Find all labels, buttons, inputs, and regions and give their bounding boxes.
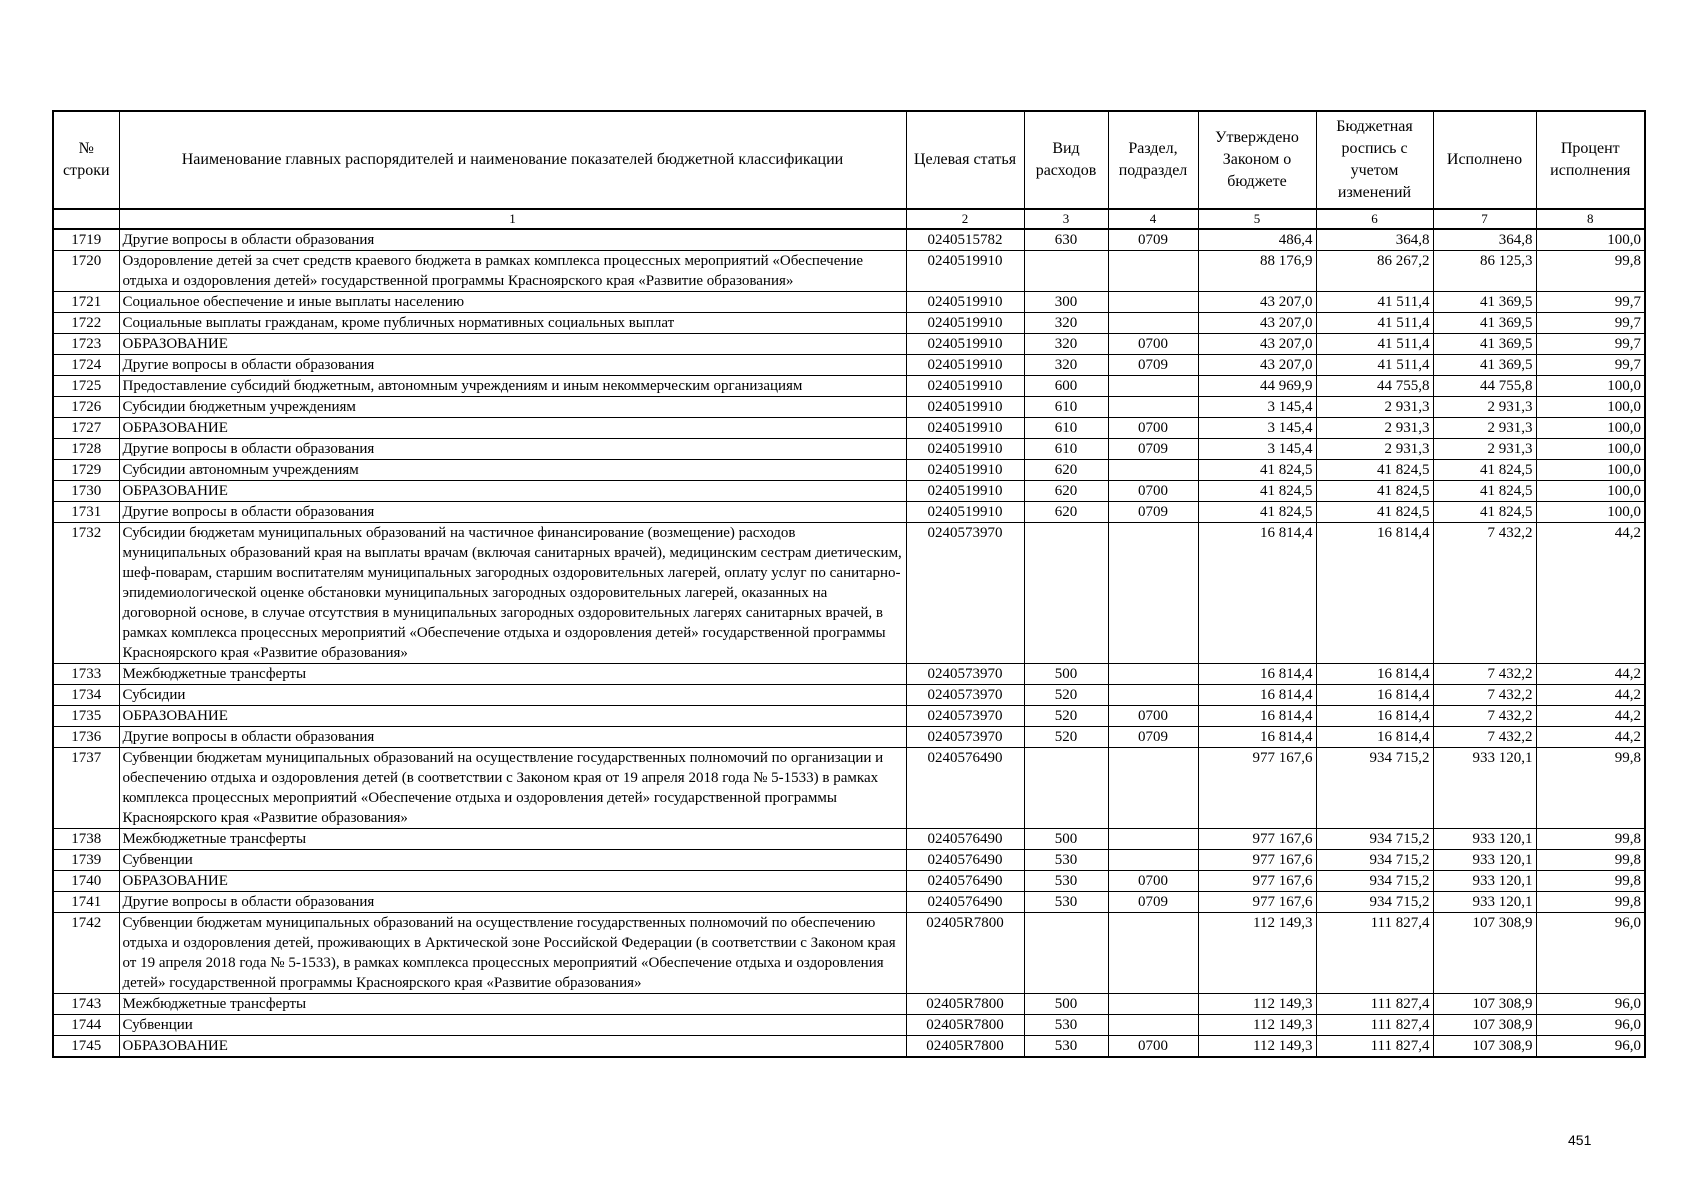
section-cell [1108, 850, 1198, 871]
budget-list-cell: 41 824,5 [1316, 502, 1433, 523]
section-cell [1108, 748, 1198, 829]
executed-cell: 933 120,1 [1433, 748, 1536, 829]
percent-cell: 44,2 [1536, 727, 1645, 748]
executed-cell: 44 755,8 [1433, 376, 1536, 397]
section-cell: 0700 [1108, 418, 1198, 439]
name-cell: Субсидии бюджетным учреждениям [119, 397, 906, 418]
approved-cell: 3 145,4 [1198, 439, 1316, 460]
budget-list-cell: 111 827,4 [1316, 1015, 1433, 1036]
expense-type-cell: 500 [1024, 664, 1108, 685]
percent-cell: 100,0 [1536, 502, 1645, 523]
row-number-cell: 1730 [53, 481, 119, 502]
section-cell [1108, 397, 1198, 418]
name-cell: ОБРАЗОВАНИЕ [119, 481, 906, 502]
table-row [53, 850, 1645, 871]
percent-cell: 100,0 [1536, 418, 1645, 439]
row-number-cell: 1732 [53, 523, 119, 664]
expense-type-cell: 320 [1024, 355, 1108, 376]
row-number-cell: 1722 [53, 313, 119, 334]
expense-type-cell: 610 [1024, 439, 1108, 460]
table-row [53, 685, 1645, 706]
expense-type-cell: 530 [1024, 1036, 1108, 1058]
expense-type-cell: 520 [1024, 706, 1108, 727]
expense-type-cell [1024, 748, 1108, 829]
column-number: 5 [1198, 209, 1316, 229]
approved-cell: 112 149,3 [1198, 994, 1316, 1015]
expense-type-cell: 530 [1024, 892, 1108, 913]
section-cell [1108, 829, 1198, 850]
name-cell: Субвенции бюджетам муниципальных образований на осуществление государственных полномочий по обеспечению отдыха и оздоровления детей, проживающих в Арктической зоне Российской Федерации (в соответствии с Законом края от 19 апреля 2018 года № 5-1533), в рамках комплекса процессных мероприятий «Обеспечение отдыха и оздоровления детей» государственной программы Красноярского края «Развитие образования» [119, 913, 906, 994]
table-row [53, 229, 1645, 251]
name-cell: ОБРАЗОВАНИЕ [119, 871, 906, 892]
target-article-cell: 02405R7800 [906, 913, 1024, 994]
executed-cell: 41 369,5 [1433, 313, 1536, 334]
target-article-cell: 02405R7800 [906, 1036, 1024, 1058]
table-row [53, 376, 1645, 397]
percent-cell: 96,0 [1536, 1015, 1645, 1036]
expense-type-cell: 620 [1024, 481, 1108, 502]
executed-cell: 107 308,9 [1433, 913, 1536, 994]
column-number: 1 [119, 209, 906, 229]
target-article-cell: 0240519910 [906, 439, 1024, 460]
name-cell: Другие вопросы в области образования [119, 502, 906, 523]
budget-list-cell: 2 931,3 [1316, 439, 1433, 460]
budget-list-cell: 934 715,2 [1316, 892, 1433, 913]
target-article-cell: 0240519910 [906, 313, 1024, 334]
budget-list-cell: 111 827,4 [1316, 994, 1433, 1015]
budget-list-cell: 2 931,3 [1316, 418, 1433, 439]
name-cell: Социальные выплаты гражданам, кроме публичных нормативных социальных выплат [119, 313, 906, 334]
budget-list-cell: 16 814,4 [1316, 523, 1433, 664]
budget-list-cell: 16 814,4 [1316, 685, 1433, 706]
executed-cell: 41 824,5 [1433, 460, 1536, 481]
target-article-cell: 0240573970 [906, 523, 1024, 664]
target-article-cell: 0240519910 [906, 502, 1024, 523]
percent-cell: 99,8 [1536, 251, 1645, 292]
name-cell: ОБРАЗОВАНИЕ [119, 334, 906, 355]
percent-cell: 100,0 [1536, 397, 1645, 418]
header-name: Наименование главных распорядителей и наименование показателей бюджетной классификации [119, 111, 906, 209]
table-row [53, 994, 1645, 1015]
header-expense-type: Вид расходов [1024, 111, 1108, 209]
row-number-cell: 1731 [53, 502, 119, 523]
name-cell: Межбюджетные трансферты [119, 829, 906, 850]
expense-type-cell [1024, 523, 1108, 664]
target-article-cell: 0240515782 [906, 229, 1024, 251]
row-number-cell: 1745 [53, 1036, 119, 1058]
table-row [53, 292, 1645, 313]
executed-cell: 7 432,2 [1433, 664, 1536, 685]
executed-cell: 7 432,2 [1433, 727, 1536, 748]
column-number: 6 [1316, 209, 1433, 229]
section-cell: 0700 [1108, 871, 1198, 892]
row-number-cell: 1738 [53, 829, 119, 850]
table-header-row [53, 111, 1645, 209]
budget-list-cell: 41 511,4 [1316, 334, 1433, 355]
executed-cell: 41 369,5 [1433, 334, 1536, 355]
approved-cell: 977 167,6 [1198, 850, 1316, 871]
target-article-cell: 0240519910 [906, 481, 1024, 502]
percent-cell: 99,7 [1536, 313, 1645, 334]
section-cell: 0709 [1108, 502, 1198, 523]
target-article-cell: 0240519910 [906, 397, 1024, 418]
executed-cell: 41 369,5 [1433, 292, 1536, 313]
name-cell: Другие вопросы в области образования [119, 892, 906, 913]
section-cell: 0700 [1108, 334, 1198, 355]
budget-list-cell: 111 827,4 [1316, 1036, 1433, 1058]
executed-cell: 7 432,2 [1433, 706, 1536, 727]
budget-list-cell: 934 715,2 [1316, 850, 1433, 871]
table-row [53, 706, 1645, 727]
target-article-cell: 0240573970 [906, 664, 1024, 685]
expense-type-cell: 610 [1024, 397, 1108, 418]
target-article-cell: 0240519910 [906, 292, 1024, 313]
column-number: 2 [906, 209, 1024, 229]
table-row [53, 664, 1645, 685]
target-article-cell: 02405R7800 [906, 1015, 1024, 1036]
expense-type-cell: 530 [1024, 871, 1108, 892]
executed-cell: 107 308,9 [1433, 994, 1536, 1015]
executed-cell: 933 120,1 [1433, 871, 1536, 892]
section-cell [1108, 913, 1198, 994]
target-article-cell: 0240519910 [906, 418, 1024, 439]
target-article-cell: 0240576490 [906, 892, 1024, 913]
percent-cell: 99,8 [1536, 850, 1645, 871]
budget-list-cell: 41 824,5 [1316, 481, 1433, 502]
table-row [53, 334, 1645, 355]
executed-cell: 107 308,9 [1433, 1015, 1536, 1036]
section-cell [1108, 251, 1198, 292]
target-article-cell: 0240576490 [906, 748, 1024, 829]
table-row [53, 913, 1645, 994]
executed-cell: 41 369,5 [1433, 355, 1536, 376]
executed-cell: 933 120,1 [1433, 850, 1536, 871]
percent-cell: 100,0 [1536, 439, 1645, 460]
table-row [53, 481, 1645, 502]
header-section: Раздел, подраздел [1108, 111, 1198, 209]
approved-cell: 112 149,3 [1198, 1036, 1316, 1058]
target-article-cell: 0240576490 [906, 829, 1024, 850]
section-cell: 0700 [1108, 1036, 1198, 1058]
target-article-cell: 0240519910 [906, 251, 1024, 292]
approved-cell: 44 969,9 [1198, 376, 1316, 397]
name-cell: Субсидии автономным учреждениям [119, 460, 906, 481]
budget-list-cell: 934 715,2 [1316, 748, 1433, 829]
target-article-cell: 0240576490 [906, 850, 1024, 871]
table-row [53, 355, 1645, 376]
section-cell: 0700 [1108, 706, 1198, 727]
approved-cell: 16 814,4 [1198, 727, 1316, 748]
target-article-cell: 0240519910 [906, 334, 1024, 355]
name-cell: Предоставление субсидий бюджетным, автономным учреждениям и иным некоммерческим организациям [119, 376, 906, 397]
name-cell: Оздоровление детей за счет средств краевого бюджета в рамках комплекса процессных мероприятий «Обеспечение отдыха и оздоровления детей» государственной программы Красноярского края «Развитие образования» [119, 251, 906, 292]
budget-list-cell: 2 931,3 [1316, 397, 1433, 418]
row-number-cell: 1720 [53, 251, 119, 292]
target-article-cell: 02405R7800 [906, 994, 1024, 1015]
section-cell: 0700 [1108, 481, 1198, 502]
name-cell: Субсидии [119, 685, 906, 706]
table-row [53, 251, 1645, 292]
table-row [53, 523, 1645, 664]
percent-cell: 99,8 [1536, 748, 1645, 829]
table-row [53, 727, 1645, 748]
approved-cell: 3 145,4 [1198, 397, 1316, 418]
target-article-cell: 0240519910 [906, 376, 1024, 397]
table-row [53, 418, 1645, 439]
expense-type-cell [1024, 251, 1108, 292]
executed-cell: 2 931,3 [1433, 397, 1536, 418]
section-cell [1108, 313, 1198, 334]
header-budget-list: Бюджетная роспись с учетом изменений [1316, 111, 1433, 209]
table-row [53, 1036, 1645, 1058]
approved-cell: 43 207,0 [1198, 355, 1316, 376]
row-number-cell: 1733 [53, 664, 119, 685]
approved-cell: 16 814,4 [1198, 685, 1316, 706]
section-cell [1108, 292, 1198, 313]
row-number-cell: 1744 [53, 1015, 119, 1036]
target-article-cell: 0240573970 [906, 685, 1024, 706]
expense-type-cell: 500 [1024, 829, 1108, 850]
budget-table [52, 110, 1646, 1058]
name-cell: Субсидии бюджетам муниципальных образований на частичное финансирование (возмещение) расходов муниципальных образований края на выплаты врачам (включая санитарных врачей), медицинским сестрам диетическим, шеф-поварам, старшим воспитателям муниципальных загородных оздоровительных лагерей, оплату услуг по санитарно-эпидемиологической оценке обстановки муниципальных загородных оздоровительных лагерей, оказанных на договорной основе, в случае отсутствия в муниципальных загородных оздоровительных лагерях санитарных врачей, в рамках комплекса процессных мероприятий «Обеспечение отдыха и оздоровления детей» государственной программы Красноярского края «Развитие образования» [119, 523, 906, 664]
target-article-cell: 0240519910 [906, 460, 1024, 481]
approved-cell: 977 167,6 [1198, 892, 1316, 913]
column-number-row [53, 209, 1645, 229]
expense-type-cell: 530 [1024, 850, 1108, 871]
header-row-number: № строки [53, 111, 119, 209]
row-number-cell: 1743 [53, 994, 119, 1015]
approved-cell: 3 145,4 [1198, 418, 1316, 439]
section-cell [1108, 664, 1198, 685]
approved-cell: 16 814,4 [1198, 706, 1316, 727]
column-number [53, 209, 119, 229]
expense-type-cell: 320 [1024, 313, 1108, 334]
executed-cell: 7 432,2 [1433, 685, 1536, 706]
row-number-cell: 1734 [53, 685, 119, 706]
section-cell [1108, 1015, 1198, 1036]
row-number-cell: 1721 [53, 292, 119, 313]
name-cell: ОБРАЗОВАНИЕ [119, 418, 906, 439]
row-number-cell: 1737 [53, 748, 119, 829]
percent-cell: 99,7 [1536, 355, 1645, 376]
budget-list-cell: 16 814,4 [1316, 706, 1433, 727]
section-cell [1108, 376, 1198, 397]
name-cell: Субвенции бюджетам муниципальных образований на осуществление государственных полномочий по организации и обеспечению отдыха и оздоровления детей (в соответствии с Законом края от 19 апреля 2018 года № 5-1533) в рамках комплекса процессных мероприятий «Обеспечение отдыха и оздоровления детей» государственной программы Красноярского края «Развитие образования» [119, 748, 906, 829]
expense-type-cell [1024, 913, 1108, 994]
table-row [53, 1015, 1645, 1036]
section-cell: 0709 [1108, 355, 1198, 376]
table-row [53, 502, 1645, 523]
approved-cell: 88 176,9 [1198, 251, 1316, 292]
name-cell: Субвенции [119, 1015, 906, 1036]
executed-cell: 107 308,9 [1433, 1036, 1536, 1058]
executed-cell: 933 120,1 [1433, 892, 1536, 913]
budget-list-cell: 364,8 [1316, 229, 1433, 251]
row-number-cell: 1723 [53, 334, 119, 355]
section-cell [1108, 460, 1198, 481]
expense-type-cell: 300 [1024, 292, 1108, 313]
column-number: 3 [1024, 209, 1108, 229]
budget-list-cell: 41 824,5 [1316, 460, 1433, 481]
executed-cell: 41 824,5 [1433, 502, 1536, 523]
name-cell: Другие вопросы в области образования [119, 727, 906, 748]
percent-cell: 96,0 [1536, 994, 1645, 1015]
name-cell: ОБРАЗОВАНИЕ [119, 1036, 906, 1058]
approved-cell: 41 824,5 [1198, 481, 1316, 502]
row-number-cell: 1736 [53, 727, 119, 748]
approved-cell: 486,4 [1198, 229, 1316, 251]
section-cell: 0709 [1108, 727, 1198, 748]
percent-cell: 99,8 [1536, 871, 1645, 892]
budget-list-cell: 41 511,4 [1316, 355, 1433, 376]
row-number-cell: 1726 [53, 397, 119, 418]
row-number-cell: 1729 [53, 460, 119, 481]
expense-type-cell: 600 [1024, 376, 1108, 397]
name-cell: Субвенции [119, 850, 906, 871]
name-cell: Социальное обеспечение и иные выплаты населению [119, 292, 906, 313]
approved-cell: 41 824,5 [1198, 502, 1316, 523]
row-number-cell: 1727 [53, 418, 119, 439]
approved-cell: 43 207,0 [1198, 334, 1316, 355]
approved-cell: 41 824,5 [1198, 460, 1316, 481]
budget-list-cell: 934 715,2 [1316, 829, 1433, 850]
name-cell: Другие вопросы в области образования [119, 439, 906, 460]
approved-cell: 43 207,0 [1198, 313, 1316, 334]
section-cell: 0709 [1108, 439, 1198, 460]
name-cell: ОБРАЗОВАНИЕ [119, 706, 906, 727]
row-number-cell: 1719 [53, 229, 119, 251]
executed-cell: 933 120,1 [1433, 829, 1536, 850]
budget-list-cell: 111 827,4 [1316, 913, 1433, 994]
budget-list-cell: 934 715,2 [1316, 871, 1433, 892]
expense-type-cell: 500 [1024, 994, 1108, 1015]
header-target-article: Целевая статья [906, 111, 1024, 209]
row-number-cell: 1728 [53, 439, 119, 460]
row-number-cell: 1741 [53, 892, 119, 913]
header-percent: Процент исполнения [1536, 111, 1645, 209]
row-number-cell: 1740 [53, 871, 119, 892]
expense-type-cell: 320 [1024, 334, 1108, 355]
table-row [53, 829, 1645, 850]
row-number-cell: 1739 [53, 850, 119, 871]
approved-cell: 977 167,6 [1198, 748, 1316, 829]
name-cell: Межбюджетные трансферты [119, 994, 906, 1015]
approved-cell: 112 149,3 [1198, 913, 1316, 994]
percent-cell: 44,2 [1536, 523, 1645, 664]
expense-type-cell: 610 [1024, 418, 1108, 439]
expense-type-cell: 630 [1024, 229, 1108, 251]
target-article-cell: 0240573970 [906, 727, 1024, 748]
name-cell: Другие вопросы в области образования [119, 355, 906, 376]
percent-cell: 100,0 [1536, 376, 1645, 397]
executed-cell: 2 931,3 [1433, 439, 1536, 460]
budget-list-cell: 41 511,4 [1316, 313, 1433, 334]
column-number: 7 [1433, 209, 1536, 229]
table-row [53, 397, 1645, 418]
budget-list-cell: 16 814,4 [1316, 727, 1433, 748]
table-body [53, 229, 1645, 1057]
column-number: 4 [1108, 209, 1198, 229]
expense-type-cell: 530 [1024, 1015, 1108, 1036]
name-cell: Межбюджетные трансферты [119, 664, 906, 685]
percent-cell: 99,8 [1536, 892, 1645, 913]
row-number-cell: 1724 [53, 355, 119, 376]
percent-cell: 44,2 [1536, 706, 1645, 727]
percent-cell: 99,7 [1536, 292, 1645, 313]
section-cell [1108, 994, 1198, 1015]
budget-list-cell: 44 755,8 [1316, 376, 1433, 397]
executed-cell: 7 432,2 [1433, 523, 1536, 664]
budget-list-cell: 16 814,4 [1316, 664, 1433, 685]
table-row [53, 748, 1645, 829]
executed-cell: 86 125,3 [1433, 251, 1536, 292]
table-row [53, 871, 1645, 892]
column-number: 8 [1536, 209, 1645, 229]
approved-cell: 16 814,4 [1198, 523, 1316, 664]
approved-cell: 977 167,6 [1198, 871, 1316, 892]
target-article-cell: 0240576490 [906, 871, 1024, 892]
percent-cell: 44,2 [1536, 664, 1645, 685]
target-article-cell: 0240573970 [906, 706, 1024, 727]
section-cell [1108, 523, 1198, 664]
header-executed: Исполнено [1433, 111, 1536, 209]
page-number: 451 [1568, 1132, 1592, 1148]
budget-list-cell: 86 267,2 [1316, 251, 1433, 292]
name-cell: Другие вопросы в области образования [119, 229, 906, 251]
approved-cell: 43 207,0 [1198, 292, 1316, 313]
table-row [53, 439, 1645, 460]
expense-type-cell: 520 [1024, 685, 1108, 706]
row-number-cell: 1725 [53, 376, 119, 397]
percent-cell: 96,0 [1536, 913, 1645, 994]
budget-list-cell: 41 511,4 [1316, 292, 1433, 313]
percent-cell: 99,7 [1536, 334, 1645, 355]
percent-cell: 100,0 [1536, 229, 1645, 251]
executed-cell: 2 931,3 [1433, 418, 1536, 439]
expense-type-cell: 520 [1024, 727, 1108, 748]
expense-type-cell: 620 [1024, 502, 1108, 523]
executed-cell: 364,8 [1433, 229, 1536, 251]
expense-type-cell: 620 [1024, 460, 1108, 481]
percent-cell: 44,2 [1536, 685, 1645, 706]
target-article-cell: 0240519910 [906, 355, 1024, 376]
approved-cell: 977 167,6 [1198, 829, 1316, 850]
approved-cell: 16 814,4 [1198, 664, 1316, 685]
executed-cell: 41 824,5 [1433, 481, 1536, 502]
row-number-cell: 1735 [53, 706, 119, 727]
section-cell [1108, 685, 1198, 706]
table-row [53, 460, 1645, 481]
percent-cell: 100,0 [1536, 460, 1645, 481]
percent-cell: 96,0 [1536, 1036, 1645, 1058]
table-row [53, 313, 1645, 334]
percent-cell: 99,8 [1536, 829, 1645, 850]
section-cell: 0709 [1108, 892, 1198, 913]
table-row [53, 892, 1645, 913]
section-cell: 0709 [1108, 229, 1198, 251]
header-approved: Утверждено Законом о бюджете [1198, 111, 1316, 209]
percent-cell: 100,0 [1536, 481, 1645, 502]
approved-cell: 112 149,3 [1198, 1015, 1316, 1036]
row-number-cell: 1742 [53, 913, 119, 994]
